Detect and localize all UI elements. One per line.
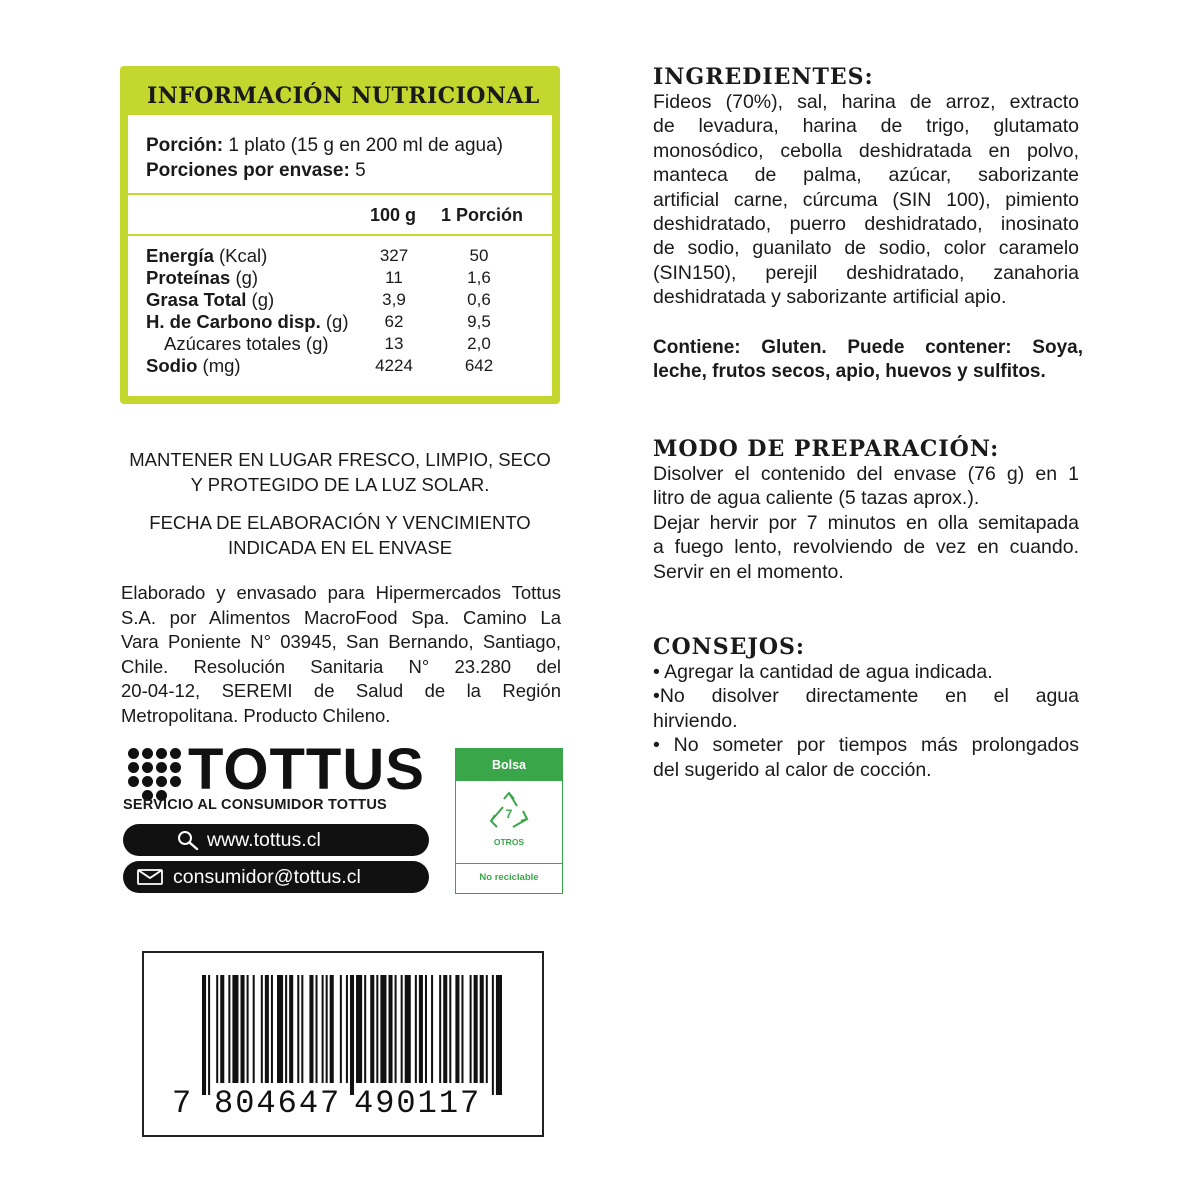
barcode-bar — [474, 975, 478, 1083]
servings-line — [146, 160, 366, 182]
preparation-line: Dejar hervir por 7 minutos en olla semitapada — [653, 511, 1079, 534]
barcode-bar — [330, 975, 334, 1083]
storage-instructions — [110, 447, 570, 497]
value-portion: 2,0 — [467, 334, 491, 353]
portion-line — [146, 135, 503, 157]
nutrient-unit: (g) — [230, 267, 259, 288]
value-100g: 327 — [379, 246, 409, 265]
nutrient-unit: Azúcares totales (g) — [164, 333, 329, 354]
manufacturer-line: Metropolitana. Producto Chileno. — [121, 704, 391, 726]
barcode-bar — [492, 975, 494, 1095]
preparation-title: MODO DE PREPARACIÓN: — [653, 436, 1000, 462]
barcode-bar — [496, 975, 502, 1095]
barcode-bar — [455, 975, 459, 1083]
barcode-bar — [415, 975, 417, 1083]
tips-text — [653, 660, 1079, 782]
tips-line: •No disolver directamente en el agua — [653, 685, 1079, 708]
tottus-logo: TOTTUS — [188, 737, 425, 802]
barcode-bar — [401, 975, 403, 1083]
barcode-bar — [301, 975, 303, 1083]
barcode-bar — [405, 975, 411, 1083]
nutrition-header — [120, 66, 560, 116]
barcode-bar — [346, 975, 348, 1083]
col-header-portion: 1 Porción — [441, 205, 524, 225]
email-link[interactable] — [123, 861, 429, 893]
allergens-text — [653, 336, 1083, 385]
ingredients-line: manteca de palma, azúcar, saborizante — [653, 164, 1079, 187]
nutrient-name: Energía — [146, 245, 214, 266]
barcode-digit-first: 7 — [172, 1085, 192, 1122]
ingredients-line: de sodio, guanilato de sodio, color caramelo — [653, 237, 1079, 260]
value-portion: 9,5 — [467, 312, 491, 331]
recycle-footer: No reciclable — [479, 872, 539, 883]
value-portion: 0,6 — [467, 290, 491, 309]
envelope-icon — [137, 869, 163, 885]
service-label: SERVICIO AL CONSUMIDOR TOTTUS — [123, 797, 387, 813]
nutrition-table — [120, 66, 560, 404]
barcode-bar — [208, 975, 210, 1095]
tips-line: • No someter por tiempos más prolongados — [653, 734, 1079, 757]
barcode-bar — [277, 975, 283, 1083]
barcode-bar — [202, 975, 206, 1095]
servings-value: 5 — [349, 160, 366, 181]
nutrition-title: INFORMACIÓN NUTRICIONAL — [147, 83, 540, 109]
barcode-bar — [326, 975, 328, 1083]
nutrition-body — [128, 115, 552, 396]
barcode-bar — [228, 975, 230, 1083]
manufacturer-info — [121, 581, 561, 729]
barcode-bar — [461, 975, 463, 1083]
preparation-text — [653, 462, 1079, 584]
divider — [456, 863, 562, 864]
barcode-bar — [449, 975, 451, 1083]
allergens-line: leche, frutos secos, apio, huevos y sulfitos. — [653, 361, 1046, 383]
search-icon — [177, 830, 199, 850]
barcode-bar — [388, 975, 392, 1083]
barcode-bar — [216, 975, 218, 1083]
barcode-bar — [480, 975, 484, 1083]
value-100g: 13 — [384, 334, 404, 353]
ingredients-line: artificial carne, cúrcuma (SIN 100), pimiento — [653, 188, 1079, 211]
divider — [128, 193, 552, 195]
barcode-bar — [265, 975, 269, 1083]
ingredients-title: INGREDIENTES: — [653, 64, 874, 90]
barcode-bar — [364, 975, 366, 1083]
portion-label: Porción: — [146, 135, 224, 156]
ingredients-text — [653, 90, 1079, 310]
preparation-line: a fuego lento, revolviendo de vez en cuando. — [653, 536, 1079, 559]
barcode-bar — [261, 975, 263, 1083]
tips-line: del sugerido al calor de cocción. — [653, 758, 932, 781]
value-portion: 1,6 — [467, 268, 491, 287]
col-header-100g: 100 g — [370, 205, 417, 225]
preparation-line: Disolver el contenido del envase (76 g) en 1 — [653, 463, 1079, 485]
barcode-bar — [340, 975, 342, 1083]
value-portion: 50 — [469, 246, 489, 265]
barcode-group-2: 490117 — [354, 1085, 482, 1122]
barcode-bar — [241, 975, 245, 1083]
tips-line: • Agregar la cantidad de agua indicada. — [653, 661, 993, 683]
nutrient-unit: (g) — [320, 311, 349, 332]
recycle-header: Bolsa — [456, 749, 562, 781]
website-link[interactable] — [123, 824, 429, 856]
storage-line: MANTENER EN LUGAR FRESCO, LIMPIO, SECO — [129, 449, 551, 470]
preparation-line: Servir en el momento. — [653, 560, 844, 583]
barcode-group-1: 804647 — [214, 1085, 342, 1122]
nutrient-name: Grasa Total — [146, 289, 247, 310]
barcode-bar — [220, 975, 224, 1083]
nutrient-unit: (Kcal) — [213, 245, 268, 266]
tips-line: hirviendo. — [653, 709, 738, 732]
tips-title: CONSEJOS: — [653, 634, 806, 660]
barcode-bar — [289, 975, 293, 1083]
barcode-bar — [285, 975, 287, 1083]
email-text: consumidor@tottus.cl — [173, 866, 361, 888]
ingredients-line: deshidratado, puerro deshidratado, inosinato — [653, 213, 1079, 236]
nutrient-unit: (mg) — [197, 355, 241, 376]
barcode-bar — [395, 975, 397, 1083]
ingredients-line: (SIN150), perejil deshidratado, zanahoria — [653, 261, 1079, 284]
value-portion: 642 — [464, 356, 494, 375]
value-100g: 11 — [385, 268, 403, 287]
preparation-line: litro de agua caliente (5 tazas aprox.). — [653, 487, 980, 510]
nutrient-name: Sodio — [146, 355, 198, 376]
ingredients-line: de levadura, harina de trigo, glutamato — [653, 115, 1079, 138]
barcode-bar — [253, 975, 255, 1083]
value-100g: 4224 — [375, 356, 413, 375]
value-100g: 3,9 — [382, 290, 406, 309]
recycle-category: OTROS — [493, 837, 525, 847]
barcode-bar — [443, 975, 447, 1083]
barcode-bar — [419, 975, 423, 1083]
recycle-code: 7 — [505, 807, 513, 821]
value-100g: 62 — [384, 312, 404, 331]
barcode-bar — [322, 975, 324, 1083]
dates-line: INDICADA EN EL ENVASE — [227, 537, 453, 558]
barcode-bars — [202, 975, 502, 1095]
nutrient-name: H. de Carbono disp. — [146, 311, 321, 332]
barcode-bar — [271, 975, 273, 1083]
website-text: www.tottus.cl — [207, 829, 321, 851]
barcode-bar — [439, 975, 441, 1083]
dates-note — [110, 510, 570, 560]
dates-line: FECHA DE ELABORACIÓN Y VENCIMIENTO — [149, 512, 531, 533]
manufacturer-line: Chile. Resolución Sanitaria N° 23.280 del — [121, 655, 561, 677]
barcode-bar — [376, 975, 378, 1083]
ingredients-line: monosódico, cebolla deshidratada en polvo, — [653, 139, 1079, 162]
allergens-line: Contiene: Gluten. Puede contener: Soya, — [653, 337, 1083, 358]
divider — [128, 234, 552, 236]
manufacturer-line: S.A. por Alimentos MacroFood Spa. Camino La — [121, 606, 561, 628]
barcode-bar — [316, 975, 318, 1083]
barcode-bar — [380, 975, 386, 1083]
recycle-label — [455, 748, 563, 894]
barcode-bar — [470, 975, 472, 1083]
barcode-bar — [486, 975, 488, 1083]
barcode — [142, 951, 544, 1137]
servings-label: Porciones por envase: — [146, 160, 350, 181]
ingredients-line: deshidratada y saborizante artificial apio. — [653, 286, 1007, 309]
barcode-bar — [356, 975, 362, 1083]
barcode-bar — [425, 975, 427, 1083]
barcode-bar — [370, 975, 374, 1083]
barcode-bar — [309, 975, 313, 1083]
manufacturer-line: 20-04-12, SEREMI de Salud de la Región — [121, 680, 561, 702]
barcode-bar — [247, 975, 249, 1083]
ingredients-line: Fideos (70%), sal, harina de arroz, extracto — [653, 91, 1079, 113]
nutrient-unit: (g) — [246, 289, 275, 310]
manufacturer-line: Elaborado y envasado para Hipermercados Tottus — [121, 582, 561, 603]
barcode-bar — [431, 975, 433, 1083]
barcode-bar — [232, 975, 238, 1083]
nutrient-name: Proteínas — [146, 267, 231, 288]
tottus-dots-icon — [128, 748, 180, 800]
barcode-bar — [350, 975, 354, 1095]
manufacturer-line: Vara Poniente N° 03945, San Bernando, Santiago, — [121, 631, 561, 653]
storage-line: Y PROTEGIDO DE LA LUZ SOLAR. — [190, 474, 490, 495]
barcode-bar — [297, 975, 299, 1083]
portion-value: 1 plato (15 g en 200 ml de agua) — [223, 135, 503, 156]
